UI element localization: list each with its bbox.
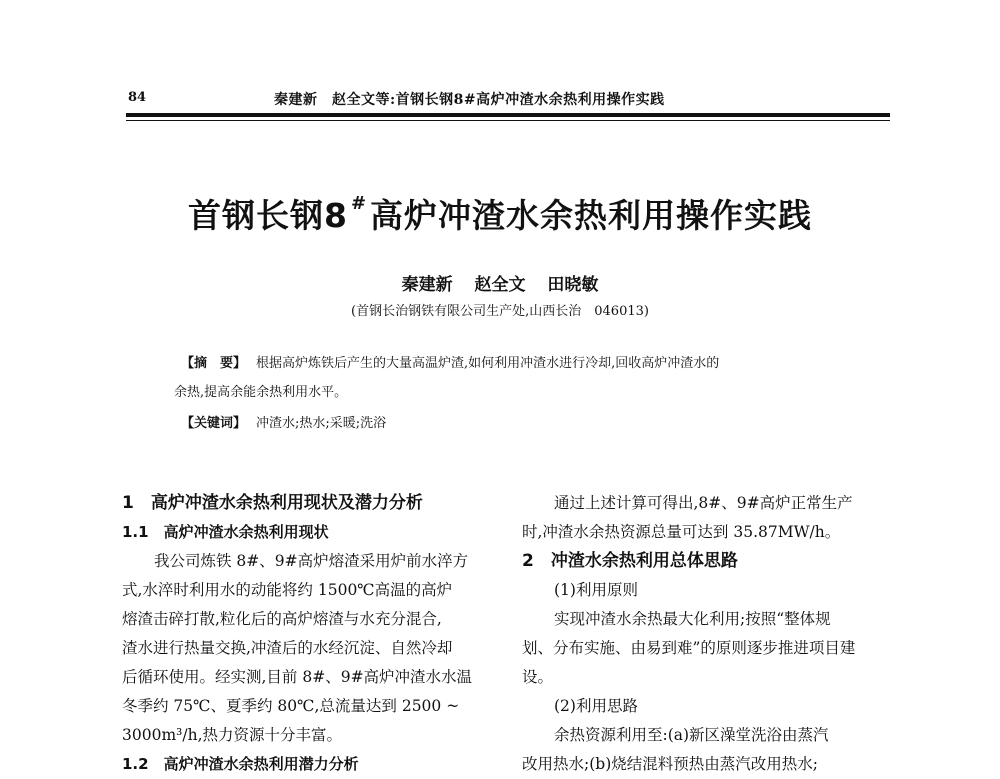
- body-line: 实现冲渣水余热最大化利用;按照“整体规: [554, 610, 831, 628]
- subsection-heading: 1.1 高炉冲渣水余热利用现状: [122, 523, 329, 541]
- keywords: 【关键词】 冲渣水;热水;采暖;洗浴: [181, 416, 387, 431]
- body-line: 后循环使用。经实测,目前 8#、9#高炉冲渣水水温: [122, 668, 473, 686]
- header-rule-thin: [126, 120, 890, 121]
- affiliation: (首钢长治钢铁有限公司生产处,山西长治 046013): [351, 304, 649, 319]
- abstract-continued: 余热,提高余能余热利用水平。: [174, 385, 348, 400]
- body-line: 我公司炼铁 8#、9#高炉熔渣采用炉前水淬方: [154, 552, 469, 570]
- right-column: [522, 489, 892, 779]
- body-line: 3000m³/h,热力资源十分丰富。: [122, 726, 342, 744]
- section-heading: 1 高炉冲渣水余热利用现状及潜力分析: [122, 493, 423, 513]
- body-line: (1)利用原则: [554, 581, 638, 599]
- author-list: [0, 270, 1000, 295]
- abstract: 【摘 要】 根据高炉炼铁后产生的大量高温炉渣,如何利用冲渣水进行冷却,回收高炉冲渣水的: [181, 356, 720, 371]
- body-line: 熔渣击碎打散,粒化后的高炉熔渣与水充分混合,: [122, 610, 442, 628]
- abstract-label: 【摘 要】: [181, 356, 247, 371]
- body-line: 渣水进行热量交换,冲渣后的水经沉淀、自然冷却: [122, 639, 453, 657]
- left-column: [122, 489, 492, 779]
- section-heading: 2 冲渣水余热利用总体思路: [522, 551, 738, 571]
- body-line: 余热资源利用至:(a)新区澡堂洗浴由蒸汽: [554, 726, 829, 744]
- running-title: 秦建新 赵全文等:首钢长钢8#高炉冲渣水余热利用操作实践: [274, 92, 665, 108]
- keywords-label: 【关键词】: [181, 416, 247, 431]
- author-name: 赵全文: [474, 275, 526, 295]
- body-line: 时,冲渣水余热资源总量可达到 35.87MW/h。: [522, 523, 841, 541]
- body-line: 改用热水;(b)烧结混料预热由蒸汽改用热水;: [522, 755, 818, 773]
- body-line: 式,水淬时利用水的动能将约 1500℃高温的高炉: [122, 581, 453, 599]
- author-name: 田晓敏: [547, 275, 599, 295]
- body-line: (2)利用思路: [554, 697, 638, 715]
- body-line: 通过上述计算可得出,8#、9#高炉正常生产: [554, 494, 853, 512]
- author-name: 秦建新: [401, 275, 453, 295]
- body-line: 冬季约 75℃、夏季约 80℃,总流量达到 2500 ~: [122, 697, 460, 715]
- page-number: 84: [128, 90, 147, 105]
- header-rule-thick: [126, 113, 890, 117]
- body-line: 划、分布实施、由易到难”的原则逐步推进项目建: [522, 639, 856, 657]
- body-line: 设。: [522, 668, 554, 686]
- article-title: 首钢长钢8 #高炉冲渣水余热利用操作实践: [187, 193, 813, 235]
- subsection-heading: 1.2 高炉冲渣水余热利用潜力分析: [122, 755, 359, 773]
